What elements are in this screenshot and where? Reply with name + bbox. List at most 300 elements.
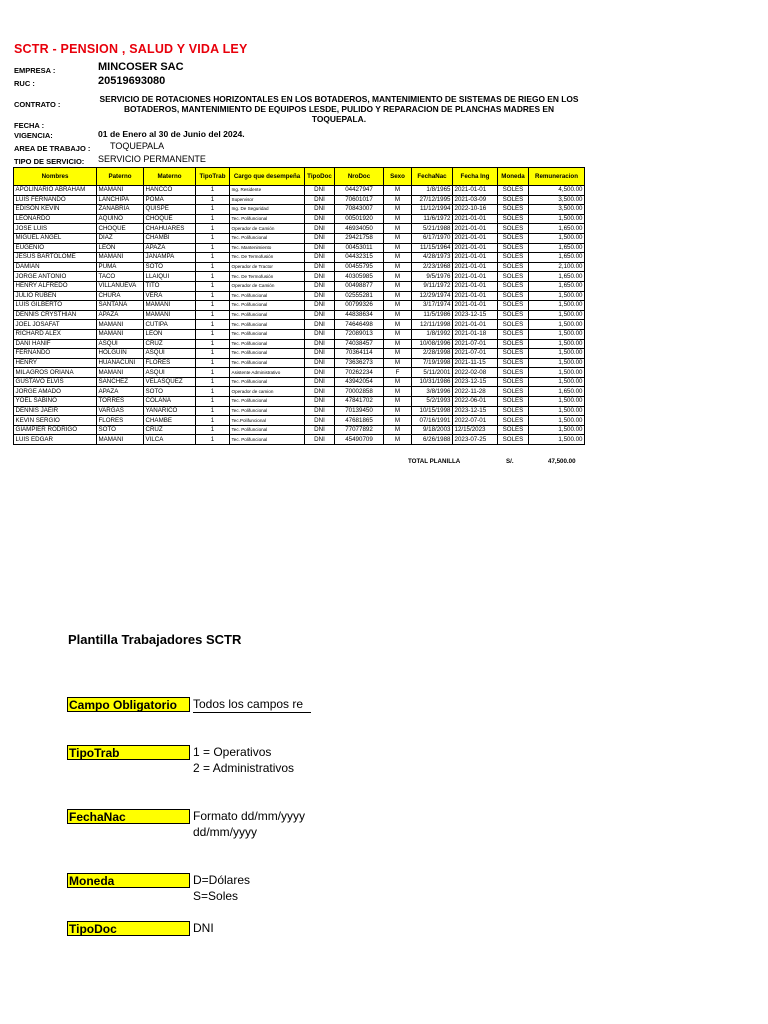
cell-cargo: Operador de Camión: [230, 281, 305, 291]
cell-paterno: HOLGUIN: [97, 349, 144, 359]
cell-paterno: LANCHIPA: [97, 195, 144, 205]
cell-remuneracion: 1,500.00: [529, 301, 585, 311]
page-title: SCTR - PENSION , SALUD Y VIDA LEY: [14, 42, 248, 56]
cell-fecha-ing: 2021-01-01: [453, 224, 498, 234]
cell-fecha-ing: 2021-03-09: [453, 195, 498, 205]
cell-fecha-ing: 2022-07-01: [453, 416, 498, 426]
cell-tipodoc: DNI: [305, 387, 335, 397]
cell-fecha-ing: 2021-01-01: [453, 272, 498, 282]
cell-nrodoc: 70843007: [335, 205, 384, 215]
cell-tipotrab: 1: [196, 329, 230, 339]
cell-sexo: M: [384, 186, 412, 196]
cell-paterno: MAMANI: [97, 186, 144, 196]
cell-nrodoc: 70002858: [335, 387, 384, 397]
cell-cargo: Ing. Residente: [230, 186, 305, 196]
cell-paterno: PUMA: [97, 262, 144, 272]
area-label: AREA DE TRABAJO :: [14, 144, 91, 153]
cell-nrodoc: 43942054: [335, 377, 384, 387]
cell-fechanac: 10/31/1986: [412, 377, 453, 387]
table-row: [14, 205, 585, 215]
cell-nrodoc: 04432315: [335, 253, 384, 263]
cell-fecha-ing: 12/15/2023: [453, 425, 498, 435]
cell-nrodoc: 04427947: [335, 186, 384, 196]
cell-paterno: SOTO: [97, 425, 144, 435]
area-value: TOQUEPALA: [110, 141, 165, 151]
cell-cargo: Operador de Camión: [230, 224, 305, 234]
cell-tipodoc: DNI: [305, 425, 335, 435]
total-amount: 47,500.00: [548, 458, 576, 465]
legend-desc-tipodoc: DNI: [193, 921, 214, 935]
cell-nrodoc: 70262234: [335, 368, 384, 378]
cell-fecha-ing: 2022-10-16: [453, 205, 498, 215]
cell-tipodoc: DNI: [305, 214, 335, 224]
cell-moneda: SOLES: [498, 339, 529, 349]
cell-materno: ASQUI: [144, 349, 196, 359]
cell-paterno: MAMANI: [97, 253, 144, 263]
cell-nombres: GUSTAVO ELVIS: [14, 377, 97, 387]
cell-fecha-ing: 2021-01-01: [453, 186, 498, 196]
cell-materno: LLAIQUI: [144, 272, 196, 282]
cell-tipodoc: DNI: [305, 272, 335, 282]
cell-sexo: M: [384, 320, 412, 330]
cell-fechanac: 3/8/1996: [412, 387, 453, 397]
cell-paterno: CHURA: [97, 291, 144, 301]
cell-nombres: MIGUEL ANGEL: [14, 233, 97, 243]
cell-paterno: SANCHEZ: [97, 377, 144, 387]
cell-fecha-ing: 2021-01-18: [453, 329, 498, 339]
cell-moneda: SOLES: [498, 387, 529, 397]
cell-materno: MAMANI: [144, 310, 196, 320]
cell-cargo: Tec. Polifuncional: [230, 291, 305, 301]
cell-sexo: M: [384, 329, 412, 339]
table-body: [14, 186, 585, 445]
cell-nombres: DENNIS CRYSTHIAN: [14, 310, 97, 320]
cell-paterno: LEON: [97, 243, 144, 253]
cell-nombres: APOLINARIO ABRAHAM: [14, 186, 97, 196]
cell-materno: MAMANI: [144, 301, 196, 311]
cell-cargo: Tec. Polifuncional: [230, 406, 305, 416]
cell-tipotrab: 1: [196, 195, 230, 205]
cell-moneda: SOLES: [498, 195, 529, 205]
cell-tipotrab: 1: [196, 368, 230, 378]
cell-sexo: M: [384, 349, 412, 359]
cell-tipotrab: 1: [196, 233, 230, 243]
cell-moneda: SOLES: [498, 377, 529, 387]
cell-sexo: M: [384, 358, 412, 368]
cell-moneda: SOLES: [498, 301, 529, 311]
cell-materno: YANARICO: [144, 406, 196, 416]
cell-nombres: EUGENIO: [14, 243, 97, 253]
cell-fecha-ing: 2021-01-01: [453, 281, 498, 291]
cell-moneda: SOLES: [498, 272, 529, 282]
cell-remuneracion: 4,500.00: [529, 186, 585, 196]
cell-fechanac: 9/5/1976: [412, 272, 453, 282]
table-row: [14, 349, 585, 359]
cell-cargo: Asistente Administrativo: [230, 368, 305, 378]
cell-nombres: JULIO RUBEN: [14, 291, 97, 301]
cell-tipotrab: 1: [196, 358, 230, 368]
cell-remuneracion: 3,500.00: [529, 205, 585, 215]
cell-sexo: M: [384, 214, 412, 224]
cell-remuneracion: 1,500.00: [529, 368, 585, 378]
cell-fecha-ing: 2021-01-01: [453, 253, 498, 263]
col-tipotrab: TipoTrab: [196, 168, 230, 186]
cell-moneda: SOLES: [498, 435, 529, 445]
cell-moneda: SOLES: [498, 425, 529, 435]
cell-materno: JANAMPA: [144, 253, 196, 263]
cell-cargo: Tec. Polifuncional: [230, 310, 305, 320]
cell-sexo: M: [384, 377, 412, 387]
cell-fecha-ing: 2022-02-08: [453, 368, 498, 378]
cell-nombres: JORGE ANTONIO: [14, 272, 97, 282]
cell-fechanac: 5/11/2001: [412, 368, 453, 378]
cell-paterno: MAMANI: [97, 435, 144, 445]
cell-tipodoc: DNI: [305, 243, 335, 253]
cell-remuneracion: 1,500.00: [529, 349, 585, 359]
cell-fechanac: 1/8/1965: [412, 186, 453, 196]
cell-remuneracion: 1,500.00: [529, 406, 585, 416]
cell-remuneracion: 1,500.00: [529, 339, 585, 349]
legend-desc-moneda: D=Dólares S=Soles: [193, 873, 251, 903]
cell-materno: LEON: [144, 329, 196, 339]
cell-sexo: F: [384, 368, 412, 378]
cell-sexo: M: [384, 291, 412, 301]
cell-paterno: DIAZ: [97, 233, 144, 243]
cell-nombres: DANI HANIF: [14, 339, 97, 349]
cell-paterno: ASQUI: [97, 339, 144, 349]
cell-nrodoc: 45490709: [335, 435, 384, 445]
cell-paterno: TORRES: [97, 397, 144, 407]
cell-tipotrab: 1: [196, 214, 230, 224]
cell-nrodoc: 47841702: [335, 397, 384, 407]
cell-nombres: DAMIAN: [14, 262, 97, 272]
cell-paterno: SANTANA: [97, 301, 144, 311]
cell-nombres: JOSE LUIS: [14, 224, 97, 234]
cell-tipotrab: 1: [196, 253, 230, 263]
cell-materno: VERA: [144, 291, 196, 301]
cell-remuneracion: 2,100.00: [529, 262, 585, 272]
legend-title: Plantilla Trabajadores SCTR: [68, 632, 242, 647]
cell-fecha-ing: 2021-01-01: [453, 214, 498, 224]
cell-nrodoc: 44838634: [335, 310, 384, 320]
col-paterno: Paterno: [97, 168, 144, 186]
cell-nrodoc: 02555281: [335, 291, 384, 301]
table-row: [14, 262, 585, 272]
cell-nrodoc: 74646498: [335, 320, 384, 330]
cell-sexo: M: [384, 272, 412, 282]
cell-tipotrab: 1: [196, 272, 230, 282]
cell-fecha-ing: 2023-12-15: [453, 377, 498, 387]
cell-paterno: MAMANI: [97, 368, 144, 378]
table-row: [14, 253, 585, 263]
col-fecha-ing: Fecha Ing: [453, 168, 498, 186]
legend-desc-campo-obligatorio: Todos los campos re: [193, 696, 311, 713]
cell-tipotrab: 1: [196, 243, 230, 253]
total-currency: S/.: [506, 458, 514, 465]
cell-tipotrab: 1: [196, 387, 230, 397]
legend-key-moneda: Moneda: [67, 873, 190, 888]
cell-remuneracion: 1,500.00: [529, 310, 585, 320]
table-row: [14, 397, 585, 407]
cell-moneda: SOLES: [498, 262, 529, 272]
cell-tipotrab: 1: [196, 435, 230, 445]
cell-remuneracion: 1,650.00: [529, 272, 585, 282]
cell-moneda: SOLES: [498, 349, 529, 359]
legend-key-campo-obligatorio: Campo Obligatorio: [67, 697, 190, 712]
legend-desc-tipotrab: 1 = Operativos 2 = Administrativos: [193, 745, 295, 775]
cell-moneda: SOLES: [498, 368, 529, 378]
cell-moneda: SOLES: [498, 186, 529, 196]
table-row: [14, 406, 585, 416]
cell-sexo: M: [384, 195, 412, 205]
cell-materno: CHOQUE: [144, 214, 196, 224]
cell-remuneracion: 3,500.00: [529, 195, 585, 205]
cell-fechanac: 7/19/1998: [412, 358, 453, 368]
empresa-value: MINCOSER SAC: [98, 61, 184, 73]
cell-tipotrab: 1: [196, 320, 230, 330]
cell-materno: COLANA: [144, 397, 196, 407]
cell-nrodoc: 00453011: [335, 243, 384, 253]
cell-remuneracion: 1,500.00: [529, 233, 585, 243]
cell-paterno: FLORES: [97, 416, 144, 426]
table-row: [14, 339, 585, 349]
cell-sexo: M: [384, 425, 412, 435]
cell-materno: QUISPE: [144, 205, 196, 215]
table-header-row: [14, 168, 585, 186]
cell-moneda: SOLES: [498, 243, 529, 253]
cell-fecha-ing: 2023-12-15: [453, 406, 498, 416]
cell-sexo: M: [384, 435, 412, 445]
cell-moneda: SOLES: [498, 233, 529, 243]
cell-tipodoc: DNI: [305, 281, 335, 291]
cell-moneda: SOLES: [498, 214, 529, 224]
table-row: [14, 387, 585, 397]
cell-remuneracion: 1,500.00: [529, 435, 585, 445]
cell-sexo: M: [384, 416, 412, 426]
cell-remuneracion: 1,500.00: [529, 320, 585, 330]
cell-fechanac: 10/15/1998: [412, 406, 453, 416]
cell-nrodoc: 40305985: [335, 272, 384, 282]
cell-tipodoc: DNI: [305, 329, 335, 339]
cell-cargo: Operador de camion: [230, 387, 305, 397]
cell-cargo: Tec. Polifuncional: [230, 301, 305, 311]
cell-nrodoc: 00799326: [335, 301, 384, 311]
cell-sexo: M: [384, 243, 412, 253]
cell-remuneracion: 1,500.00: [529, 416, 585, 426]
cell-tipodoc: DNI: [305, 368, 335, 378]
cell-tipodoc: DNI: [305, 435, 335, 445]
cell-tipodoc: DNI: [305, 416, 335, 426]
cell-materno: CUTIPA: [144, 320, 196, 330]
cell-tipodoc: DNI: [305, 349, 335, 359]
cell-fecha-ing: 2022-06-01: [453, 397, 498, 407]
cell-cargo: Tec. Polifuncional: [230, 214, 305, 224]
cell-cargo: Tec.Polifuncional: [230, 416, 305, 426]
cell-cargo: Tec. Polifuncional: [230, 377, 305, 387]
cell-materno: CRUZ: [144, 339, 196, 349]
cell-fecha-ing: 2021-07-01: [453, 339, 498, 349]
cell-cargo: Operador de Tractor: [230, 262, 305, 272]
vigencia-value: 01 de Enero al 30 de Junio del 2024.: [98, 129, 245, 139]
cell-fechanac: 12/29/1974: [412, 291, 453, 301]
cell-nombres: JESUS BARTOLOME: [14, 253, 97, 263]
ruc-label: RUC :: [14, 79, 35, 88]
cell-tipodoc: DNI: [305, 358, 335, 368]
cell-tipodoc: DNI: [305, 339, 335, 349]
cell-fecha-ing: 2021-01-01: [453, 320, 498, 330]
cell-nombres: YOEL SABINO: [14, 397, 97, 407]
cell-tipotrab: 1: [196, 186, 230, 196]
cell-tipotrab: 1: [196, 406, 230, 416]
table-row: [14, 320, 585, 330]
cell-tipotrab: 1: [196, 425, 230, 435]
cell-fechanac: 12/11/1998: [412, 320, 453, 330]
cell-cargo: Tec. Polifuncional: [230, 349, 305, 359]
cell-nombres: KEVIN SERGIO: [14, 416, 97, 426]
cell-moneda: SOLES: [498, 281, 529, 291]
cell-tipotrab: 1: [196, 262, 230, 272]
cell-cargo: Tec. Polifuncional: [230, 397, 305, 407]
cell-paterno: APAZA: [97, 310, 144, 320]
cell-nombres: LUIS EDGAR: [14, 435, 97, 445]
total-label: TOTAL PLANILLA: [408, 458, 461, 465]
cell-cargo: Tec. De Termofusión: [230, 253, 305, 263]
cell-paterno: MAMANI: [97, 320, 144, 330]
tipo-servicio-value: SERVICIO PERMANENTE: [98, 154, 206, 164]
workers-table: [13, 167, 585, 445]
legend-key-tipodoc: TipoDoc: [67, 921, 190, 936]
cell-fechanac: 5/2/1993: [412, 397, 453, 407]
cell-materno: ASQUI: [144, 368, 196, 378]
cell-tipodoc: DNI: [305, 310, 335, 320]
cell-remuneracion: 1,500.00: [529, 397, 585, 407]
cell-materno: CRUZ: [144, 425, 196, 435]
col-remuneracion: Remuneracion: [529, 168, 585, 186]
cell-materno: SOTO: [144, 387, 196, 397]
cell-nrodoc: 72089013: [335, 329, 384, 339]
cell-materno: VILCA: [144, 435, 196, 445]
cell-tipodoc: DNI: [305, 233, 335, 243]
cell-fecha-ing: 2021-01-01: [453, 262, 498, 272]
tipo-servicio-label: TIPO DE SERVICIO:: [14, 157, 85, 166]
cell-paterno: CHOQUE: [97, 224, 144, 234]
col-tipodoc: TipoDoc: [305, 168, 335, 186]
cell-paterno: ZANABRIA: [97, 205, 144, 215]
cell-fechanac: 2/28/1998: [412, 349, 453, 359]
cell-sexo: M: [384, 387, 412, 397]
cell-tipodoc: DNI: [305, 253, 335, 263]
col-moneda: Moneda: [498, 168, 529, 186]
cell-materno: CHAMBI: [144, 233, 196, 243]
cell-sexo: M: [384, 281, 412, 291]
cell-materno: POMA: [144, 195, 196, 205]
cell-tipodoc: DNI: [305, 195, 335, 205]
cell-moneda: SOLES: [498, 253, 529, 263]
legend-key-tipotrab: TipoTrab: [67, 745, 190, 760]
cell-fecha-ing: 2021-01-01: [453, 243, 498, 253]
cell-remuneracion: 1,500.00: [529, 214, 585, 224]
cell-moneda: SOLES: [498, 397, 529, 407]
cell-remuneracion: 1,650.00: [529, 253, 585, 263]
cell-remuneracion: 1,650.00: [529, 224, 585, 234]
cell-nrodoc: 29421758: [335, 233, 384, 243]
cell-fechanac: 3/17/1974: [412, 301, 453, 311]
cell-nombres: FERNANDO: [14, 349, 97, 359]
cell-cargo: Tec. De Termofusión: [230, 272, 305, 282]
cell-nombres: EDISON KEVIN: [14, 205, 97, 215]
cell-moneda: SOLES: [498, 205, 529, 215]
cell-cargo: Tec. Polifuncional: [230, 320, 305, 330]
cell-moneda: SOLES: [498, 320, 529, 330]
cell-fechanac: 11/12/1994: [412, 205, 453, 215]
cell-tipodoc: DNI: [305, 205, 335, 215]
table-row: [14, 224, 585, 234]
contrato-label: CONTRATO :: [14, 100, 61, 109]
cell-tipotrab: 1: [196, 205, 230, 215]
cell-remuneracion: 1,500.00: [529, 291, 585, 301]
cell-paterno: HUANACUNI: [97, 358, 144, 368]
cell-sexo: M: [384, 310, 412, 320]
cell-remuneracion: 1,650.00: [529, 243, 585, 253]
cell-nrodoc: 70139450: [335, 406, 384, 416]
cell-sexo: M: [384, 301, 412, 311]
table-row: [14, 425, 585, 435]
cell-nrodoc: 73636273: [335, 358, 384, 368]
cell-nombres: HENRY: [14, 358, 97, 368]
cell-nrodoc: 47681865: [335, 416, 384, 426]
cell-tipodoc: DNI: [305, 377, 335, 387]
cell-materno: VELASQUEZ: [144, 377, 196, 387]
cell-nrodoc: 00501920: [335, 214, 384, 224]
empresa-label: EMPRESA :: [14, 66, 56, 75]
cell-tipotrab: 1: [196, 349, 230, 359]
cell-tipotrab: 1: [196, 281, 230, 291]
cell-moneda: SOLES: [498, 406, 529, 416]
cell-sexo: M: [384, 224, 412, 234]
cell-sexo: M: [384, 253, 412, 263]
cell-nombres: JORGE AMADO: [14, 387, 97, 397]
cell-fecha-ing: 2023-07-25: [453, 435, 498, 445]
cell-tipodoc: DNI: [305, 320, 335, 330]
cell-fecha-ing: 2021-01-01: [453, 291, 498, 301]
cell-fecha-ing: 2021-07-01: [453, 349, 498, 359]
cell-nombres: RICHARD ALEX: [14, 329, 97, 339]
cell-fechanac: 07/16/1991: [412, 416, 453, 426]
legend-desc-fechanac: Formato dd/mm/yyyy dd/mm/yyyy: [193, 809, 306, 839]
cell-moneda: SOLES: [498, 329, 529, 339]
cell-fecha-ing: 2021-01-01: [453, 233, 498, 243]
cell-sexo: M: [384, 233, 412, 243]
col-nombres: Nombres: [14, 168, 97, 186]
cell-tipotrab: 1: [196, 310, 230, 320]
cell-nombres: JOEL JOSAFAT: [14, 320, 97, 330]
cell-fechanac: 11/15/1964: [412, 243, 453, 253]
table-row: [14, 233, 585, 243]
cell-paterno: VARGAS: [97, 406, 144, 416]
cell-paterno: MAMANI: [97, 329, 144, 339]
cell-materno: CHAHUARES: [144, 224, 196, 234]
table-row: [14, 416, 585, 426]
cell-materno: TITO: [144, 281, 196, 291]
cell-nrodoc: 74038457: [335, 339, 384, 349]
cell-tipodoc: DNI: [305, 224, 335, 234]
contrato-value: SERVICIO DE ROTACIONES HORIZONTALES EN LOS BOTADEROS, MANTENIMIENTO DE SISTEMAS DE RIEGO EN LOS BOTADEROS, MANTENIMIENTO DE EQUIPOS LESDE, PULIDO Y REPARACION DE PLANCHAS MADRES EN TOQUEPALA.: [99, 94, 579, 124]
cell-fechanac: 6/26/1988: [412, 435, 453, 445]
cell-nrodoc: 00455795: [335, 262, 384, 272]
cell-fechanac: 27/12/1995: [412, 195, 453, 205]
fecha-label: FECHA :: [14, 121, 45, 130]
cell-nrodoc: 00498877: [335, 281, 384, 291]
